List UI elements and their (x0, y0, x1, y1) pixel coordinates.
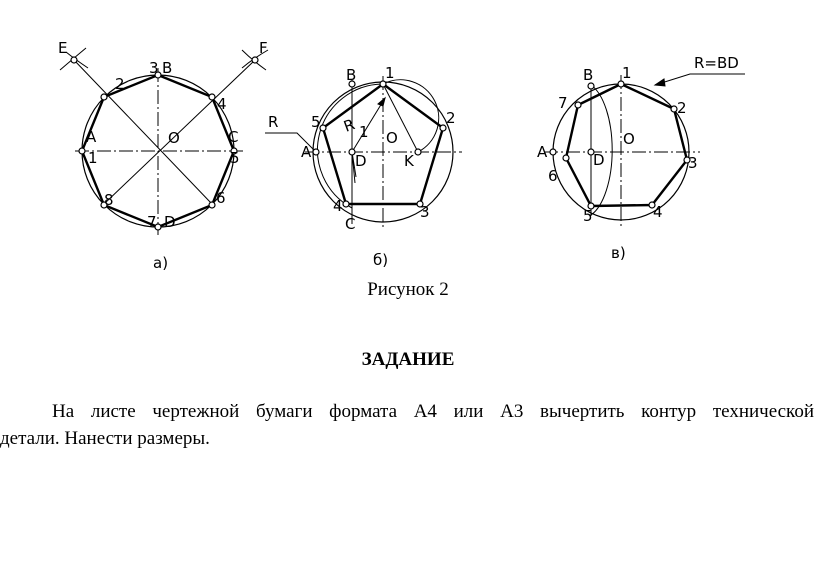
paragraph-line-2: детали. Нанести размеры. (0, 428, 210, 449)
label-7: 7 (558, 94, 568, 112)
label-2: 2 (446, 109, 456, 127)
label-5: 5 (311, 113, 321, 131)
word: бумаги (256, 401, 313, 422)
label-5: 5 (583, 207, 593, 225)
figure-a-labels (58, 39, 268, 272)
label-R1: R (341, 115, 358, 136)
figure-a-sublabel: a) (153, 254, 169, 272)
figure-c-sublabel: в) (611, 244, 626, 262)
label-A: A (301, 143, 312, 161)
word: контур (641, 401, 697, 422)
label-B: B (346, 66, 357, 84)
label-3: 3 (420, 203, 430, 221)
word: А3 (500, 401, 524, 422)
word: А4 (413, 401, 437, 422)
label-A: A (86, 128, 97, 146)
figure-b-sublabel: б) (373, 251, 389, 269)
label-O: O (623, 130, 635, 148)
figure-c-heptagon (544, 74, 745, 228)
label-D: D (164, 213, 176, 231)
figure-b-labels (268, 64, 456, 269)
label-4: 4 (653, 203, 663, 221)
label-D: D (593, 151, 605, 169)
label-E: E (58, 39, 68, 57)
figure-c-vertices (550, 81, 690, 209)
label-A: A (537, 143, 548, 161)
label-O: O (386, 129, 398, 147)
word: технической (712, 401, 814, 422)
label-B: B (583, 66, 594, 84)
label-R: R (268, 113, 279, 131)
task-paragraph (0, 398, 816, 452)
label-4: 4 (333, 197, 343, 215)
label-2: 2 (115, 75, 125, 93)
label-3: 3 (149, 59, 159, 77)
section-heading: ЗАДАНИЕ (361, 349, 455, 370)
label-8: 8 (104, 191, 114, 209)
word: На (52, 401, 75, 422)
label-B: B (162, 59, 173, 77)
label-6: 6 (548, 167, 558, 185)
label-O: O (168, 129, 180, 147)
word: или (453, 401, 484, 422)
label-5: 5 (230, 149, 240, 167)
word: формата (329, 401, 397, 422)
word: листе (90, 401, 136, 422)
label-K: K (404, 152, 414, 170)
paragraph-line-1 (0, 398, 816, 425)
label-F: F (259, 39, 268, 57)
word: чертежной (152, 401, 240, 422)
label-7: 7 (147, 213, 157, 231)
label-6: 6 (216, 189, 226, 207)
figure-caption: Рисунок 2 (367, 279, 449, 300)
word: вычертить (540, 401, 625, 422)
label-R-BD: R=BD (694, 54, 739, 72)
label-D: D (355, 152, 367, 170)
construction-figures (0, 0, 816, 275)
label-C: C (228, 128, 239, 146)
label-1: 1 (88, 149, 98, 167)
label-3: 3 (688, 154, 698, 172)
label-2: 2 (677, 99, 687, 117)
label-1: 1 (385, 64, 395, 82)
label-4: 4 (217, 95, 227, 113)
label-1: 1 (622, 64, 632, 82)
label-C: C (345, 215, 356, 233)
label-R1-subscript: 1 (359, 123, 369, 141)
